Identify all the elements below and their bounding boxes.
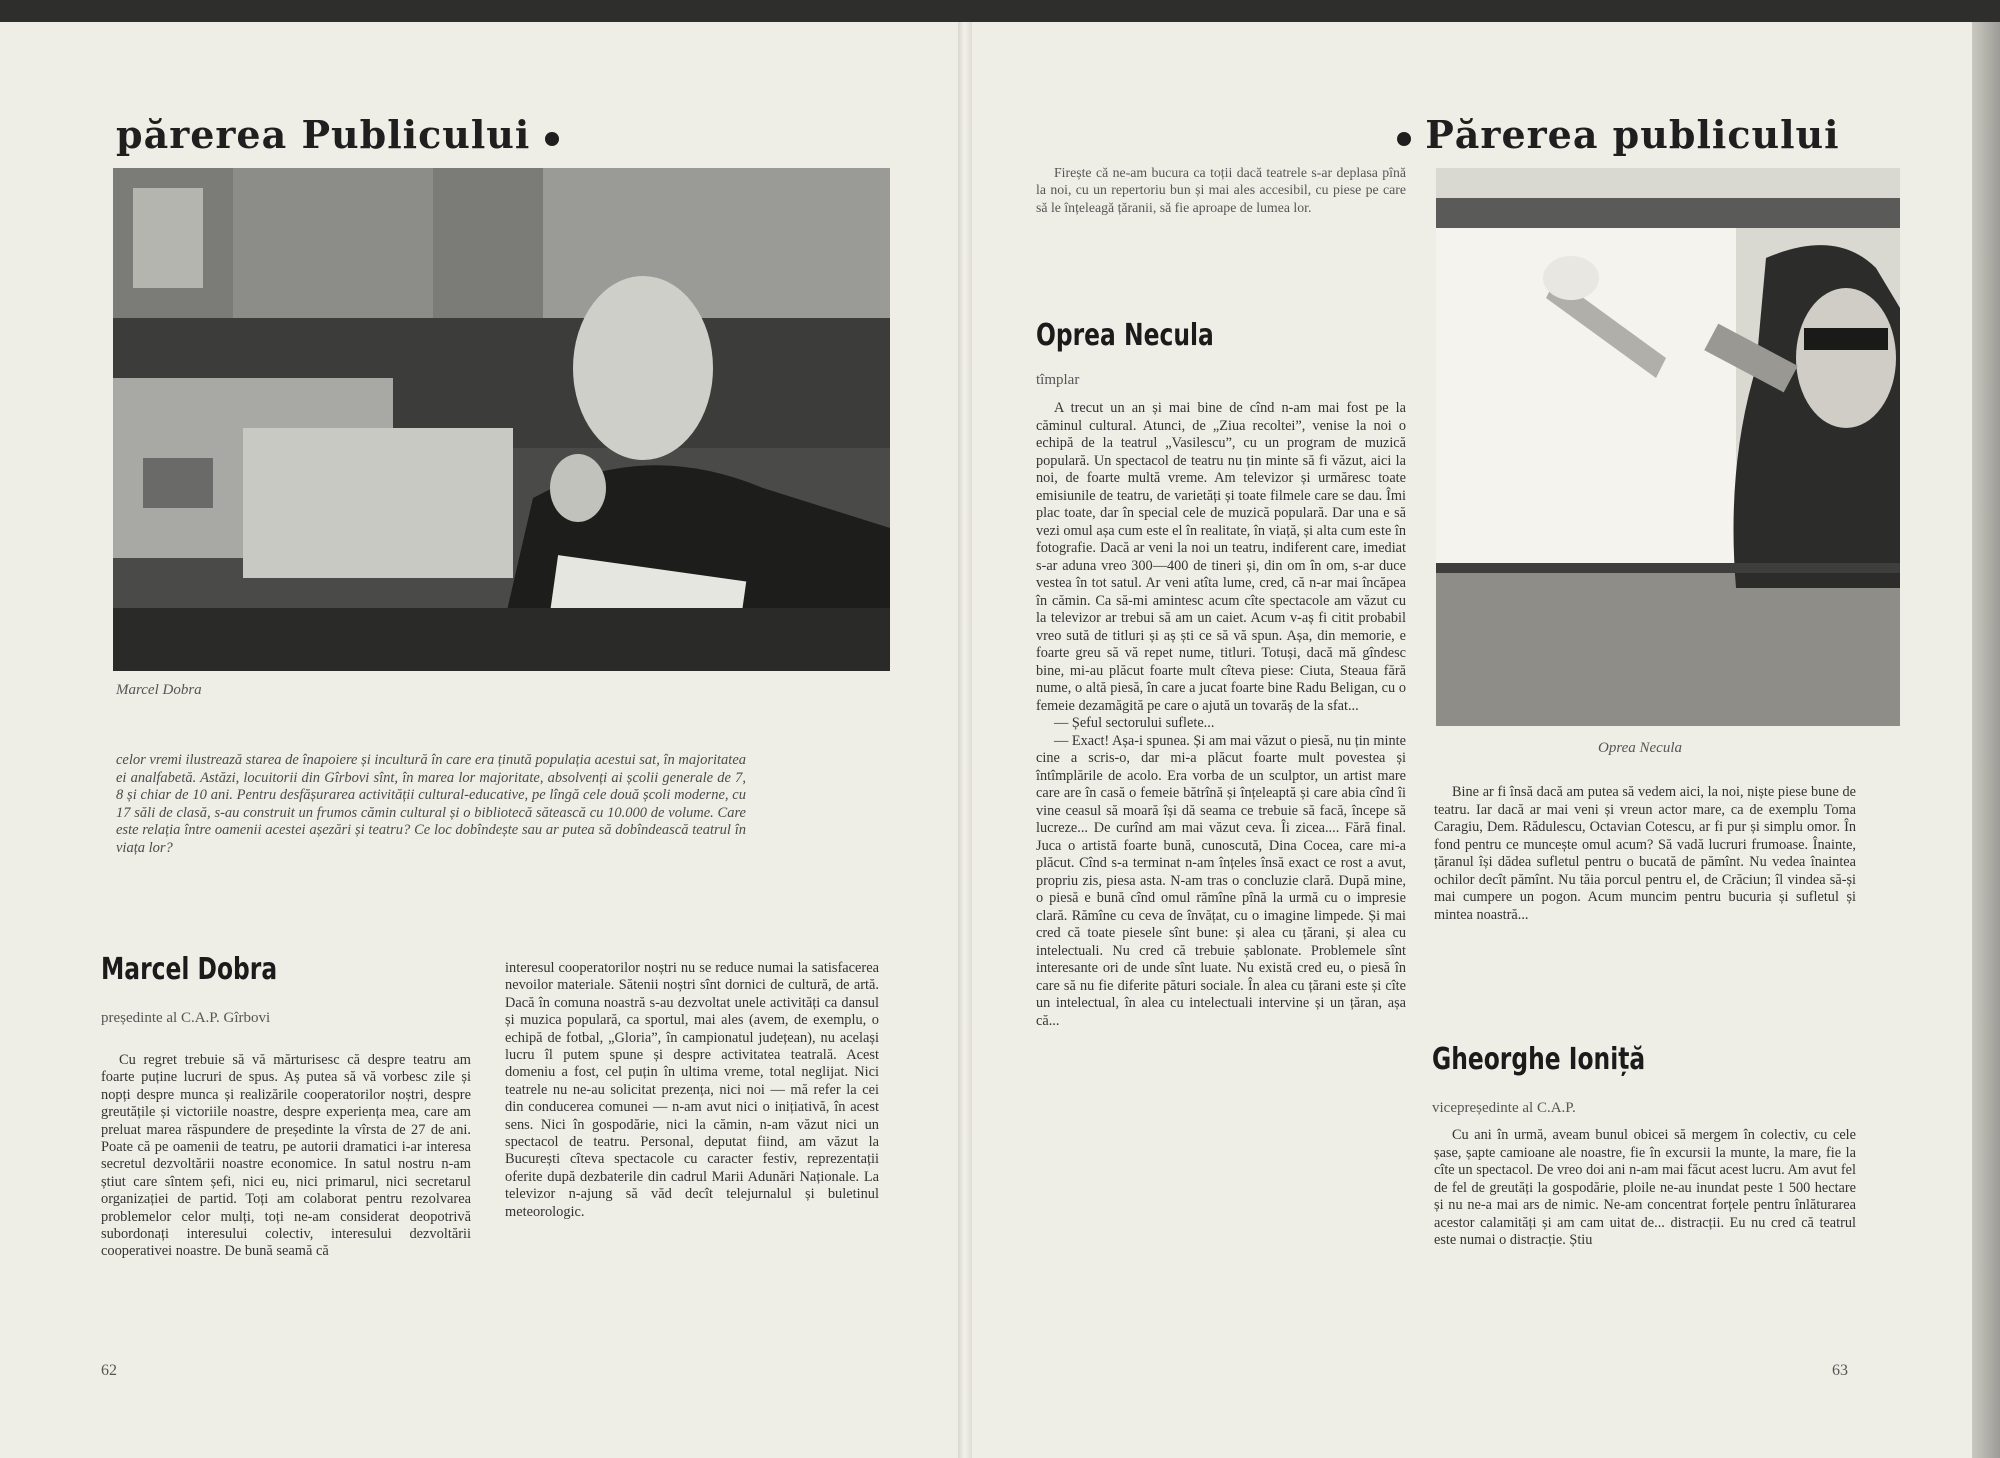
left-page — [0, 22, 960, 1458]
right-person-name-2: Gheorghe Ioniță — [1432, 1042, 1646, 1077]
left-person-role: președinte al C.A.P. Gîrbovi — [101, 1010, 271, 1026]
right-section-header — [1397, 112, 1840, 157]
left-page-number: 62 — [101, 1362, 117, 1379]
right-column-1-text-2: — Exact! Așa-i spunea. Și am mai văzut o piesă, nu țin minte cine a scris-o, dar mi-a plăcut foarte mult povestea și întîmplările de acolo. Era vorba de un sculptor, un artist mare care are în casă o femeie bătrînă și înțeleaptă și care abia cînd îi vine ceasul să moară își dă seama ce trebuie să facă, începe să lucreze... De curînd am mai văzut ceva. Îi zicea.... Fără final. Juca o artistă foarte bună, cunoscută, Dina Cocea, care mi-a plăcut. Cînd s-a terminat n-am înțeles însă exact ce rost a avut, propriu zis, piesa asta. N-am tras o concluzie clară. După mine, o piesă e bună cînd omul rămîne pînă la urmă cu o impresie clară. Rămîne cu ceva de învățat, cu o imagine limpede. Și mai cred că toate piesele sînt bune: și alea cu țărani, și alea cu intelectuali. Nu cred că trebuie șablonate. Problemele sînt interesante ori de unde sînt luate. Nu există cred eu, o piesă în care să nu fie diferite pături sociale. În alea cu țărani este și cîte un intelectual, în alea cu intelectuali intervine și un țăran, așa că... — [1036, 732, 1406, 1029]
left-column-1 — [101, 1052, 471, 1261]
bullet-dot-icon — [1397, 132, 1411, 146]
right-column-3 — [1434, 1127, 1856, 1250]
right-header-text: Părerea publicului — [1425, 112, 1840, 157]
right-column-1-line: — Șeful sectorului suflete... — [1054, 715, 1215, 731]
right-page — [972, 22, 1972, 1458]
right-page-number: 63 — [1832, 1362, 1848, 1379]
left-photo-caption: Marcel Dobra — [116, 682, 202, 698]
left-column-2-text: interesul cooperatorilor noștri nu se reduce numai la satisfacerea nevoilor materiale. Sătenii noștri sînt dornici de cultură, de artă. Dacă în comuna noastră s-au dezvoltat unele activități ca dansul și muzica populară, ca sportul, mai ales (avem, de exemplu, o echipă de fotbal, „Gloria”, în campionatul județean), nu același lucru îl putem spune și despre activitatea teatrală. Acest domeniu a fost, cel puțin în ultima vreme, total neglijat. Nici teatrele nu ne-au solicitat prezența, nici noi — mă refer la cei din conducerea comunei — n-am avut nici o inițiativă, în acest sens. Nici în gospodărie, nici la cămin, n-am văzut nici un spectacol de teatru. Personal, deputat fiind, am văzut la București cîteva spectacole cu caracter festiv, reprezentații oferite după dezbaterile din cadrul Marii Adunări Naționale. La televizor n-ajung să văd decît telejurnalul și buletinul meteorologic. — [505, 960, 879, 1220]
photo-marcel-dobra-illustration — [113, 168, 890, 671]
left-column-1-text: Cu regret trebuie să vă mărturisesc că despre teatru am foarte puține lucruri de spus. Aș putea să vă vorbesc zile și nopți despre munca și realizările cooperatorilor noștri, despre greutățile și victoriile noastre, despre experiența mea, care am preluat marea răspundere de președinte la vîrsta de 27 de ani. Poate că pe oamenii de teatru, pe autorii dramatici i-ar interesa secretul dezvoltării noastre economice. In satul nostru n-am știut care sîntem șefi, nici eu, nici primarul, nici secretarul organizației de partid. Toți am colaborat pentru rezolvarea problemelor celor mulți, toți ne-am considerat deopotrivă subordonați interesului colectiv, interesului dezvoltării cooperativei noastre. De bună seamă că — [101, 1052, 471, 1260]
bullet-dot-icon — [545, 132, 559, 146]
photo-oprea-necula — [1436, 168, 1900, 726]
right-intro-text: Firește că ne-am bucura ca toții dacă teatrele s-ar deplasa pînă la noi, cu un repertoriu bun și mai ales accesibil, cu piese pe care să le înțeleagă țăranii, să fie aproape de lumea lor. — [1036, 165, 1406, 215]
right-person-role-1: tîmplar — [1036, 372, 1080, 388]
right-person-role-2: vicepreședinte al C.A.P. — [1432, 1100, 1576, 1116]
left-intro-text: celor vremi ilustrează starea de înapoiere și incultură în care era ținută populația acestui sat, în majoritatea ei analfabetă. Astăzi, locuitorii din Gîrbovi sînt, în marea lor majoritate, absolvenți ai școlii generale de 7, 8 și chiar de 10 ani. Pentru desfășurarea activității cultural-educative, pe lîngă cele două școli moderne, cu 17 săli de clasă, s-au construit un frumos cămin cultural și o bibliotecă sătească cu 10.000 de volume. Care este relația între oamenii acestei așezări și teatru? Ce loc dobîndește sau ar putea să dobîndească teatrul în viața lor? — [116, 752, 747, 856]
book-top-edge — [0, 0, 2000, 24]
photo-marcel-dobra — [113, 168, 890, 671]
right-column-1 — [1036, 400, 1406, 1030]
right-photo-caption: Oprea Necula — [1598, 740, 1683, 756]
left-column-2 — [505, 960, 879, 1221]
photo-oprea-necula-illustration — [1436, 168, 1900, 726]
left-header-text: părerea Publicului — [116, 112, 531, 157]
right-column-1-text: A trecut un an și mai bine de cînd n-am mai fost pe la căminul cultural. Atunci, de „Ziua recoltei”, venise la noi o echipă de la teatrul „Vasilescu”, cu un program de muzică populară. Un spectacol de teatru nu țin minte să fi văzut, aici la noi, de foarte multă vreme. Am televizor și urmăresc toate emisiunile de teatru, de varietăți și toate filmele care se dau. Îmi plac toate, dar în special cele de muzică populară. Dar una e să vezi omul așa cum este el în realitate, în viață, și alta cum este în fotografie. Dacă ar veni la noi un teatru, indiferent care, imediat s-ar aduna vreo 300—400 de tineri și, din om în om, s-ar duce vestea în tot satul. Ar veni atîta lume, cred, că n-ar mai încăpea în cămin. Ca să-mi amintesc acum cîte spectacole am văzut cu la televizor ar trebui să am un caiet. Acum v-aș fi citit probabil vreo sută de titluri și aș ști ce să vă spun. Așa, din memorie, e foarte greu să vă repet nume, titluri. Totuși, dacă mă gîndesc bine, mi-au plăcut foarte mult cîteva piese: Ciuta, Steaua fără nume, o altă piesă, în care a jucat foarte bine Radu Beligan, cu o femeie dezamăgită pe care o ajută un tovarăș de la sfat... — [1036, 400, 1406, 714]
right-column-3-text: Cu ani în urmă, aveam bunul obicei să mergem în colectiv, cu cele șase, șapte camioane ale noastre, fie în excursii la munte, la mare, fie la cîte un spectacol. De vreo doi ani n-am mai făcut acest lucru. Am avut fel de fel de greutăți la gospodărie, ploile ne-au inundat peste 1 500 hectare și nu ne-a mai ars de nimic. Ne-am concentrat forțele pentru înlăturarea acestor calamități și am cam uitat de... distracții. Eu nu cred că teatrul este numai o distracție. Știu — [1434, 1127, 1856, 1248]
left-person-name: Marcel Dobra — [101, 952, 278, 987]
right-column-2 — [1434, 784, 1856, 924]
right-column-2-text: Bine ar fi însă dacă am putea să vedem aici, la noi, niște piese bune de teatru. Iar dacă ar mai veni și vreun actor mare, ca de exemplu Toma Caragiu, Dem. Rădulescu, Octavian Cotescu, ar fi pur și simplu omor. În fond pentru ce muncește omul acum? Să vadă lucruri frumoase. Înainte, țăranul își dădea sufletul pentru o bucată de pămînt. Nu vedea înaintea ochilor decît pămînt. Nu tăia porcul pentru el, de Crăciun; îl vindea să-și mai cumpere un pogon. Acum muncim pentru bucuria și sufletul și mintea noastră... — [1434, 784, 1856, 923]
left-section-header — [116, 112, 559, 157]
right-person-name-1: Oprea Necula — [1036, 318, 1214, 353]
right-intro — [1036, 164, 1406, 216]
book-right-edge — [1972, 22, 2000, 1458]
